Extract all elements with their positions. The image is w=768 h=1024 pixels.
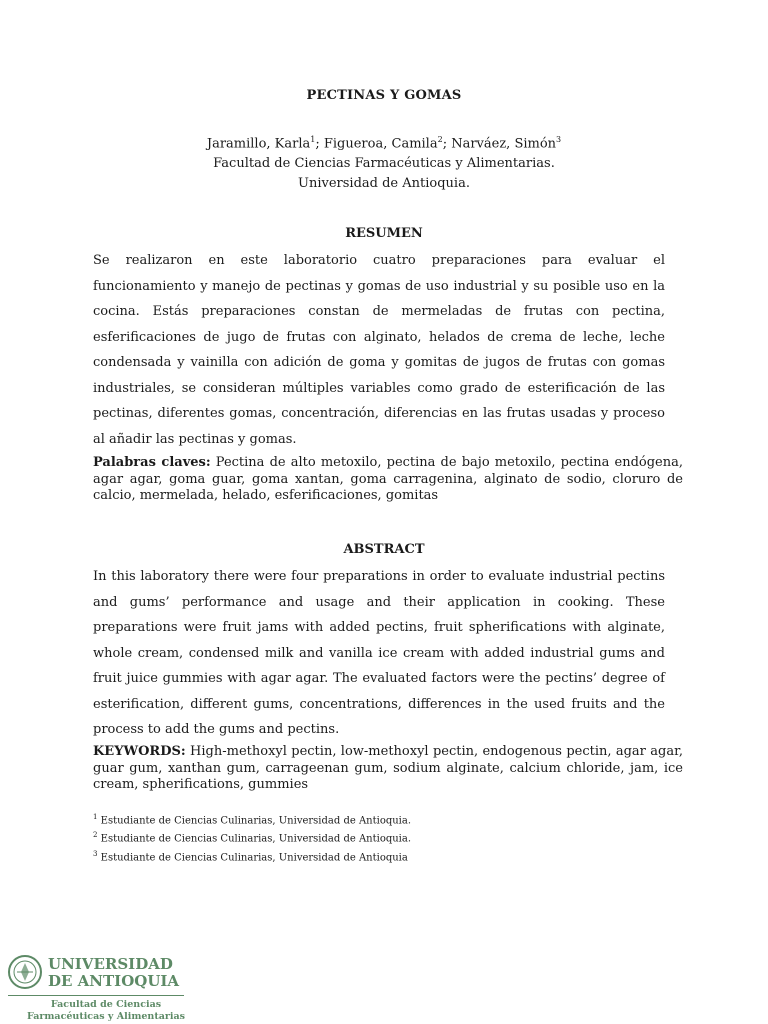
faculty-line: Facultad de Ciencias Farmacéuticas y Alimentarias. bbox=[213, 156, 555, 172]
footnote-2-text: Estudiante de Ciencias Culinarias, Universidad de Antioquia. bbox=[97, 833, 412, 845]
palabras-claves-text: Pectina de alto metoxilo, pectina de bajo metoxilo, pectina endógena, agar agar, goma guar, goma xantan, goma carragenina, alginato de sodio, cloruro de calcio, mermelada, helado, esferificaciones, gomitas bbox=[93, 455, 684, 503]
author-1: Jaramillo, Karla bbox=[206, 136, 311, 152]
logo-faculty-line-2: Farmacéuticas y Alimentarias bbox=[26, 1011, 185, 1022]
document-title: PECTINAS Y GOMAS bbox=[306, 88, 462, 103]
footnote-1-text: Estudiante de Ciencias Culinarias, Universidad de Antioquia. bbox=[97, 815, 412, 827]
keywords-text: High-methoxyl pectin, low-methoxyl pectin, endogenous pectin, agar agar, guar gum, xanthan gum, carrageenan gum, sodium alginate, calcium chloride, jam, ice cream, spherifications, gummies bbox=[93, 744, 683, 792]
author-line bbox=[0, 130, 768, 154]
resumen-heading: RESUMEN bbox=[345, 226, 423, 241]
university-seal-icon bbox=[6, 952, 44, 992]
author-1-superscript: 1 bbox=[310, 135, 316, 144]
footnote-1-number: 1 bbox=[93, 813, 98, 821]
author-block bbox=[0, 130, 768, 194]
logo-divider bbox=[8, 995, 184, 996]
abstract-paragraph: In this laboratory there were four preparations in order to evaluate industrial pectins and gums’ performance and usage and their application in cooking. These preparations were fruit jams with added pectins, fruit spherifications with alginate, whole cream, condensed milk and vanilla ice cream with added industrial gums and fruit juice gummies with agar agar. The evaluated factors were the pectins’ degree of esterification, different gums, concentrations, differences in the used fruits and the process to add the gums and pectins. bbox=[93, 569, 665, 737]
author-3: ; Narváez, Simón bbox=[442, 136, 557, 152]
author-2-superscript: 2 bbox=[437, 135, 443, 144]
logo-university-name bbox=[48, 956, 179, 990]
keywords-label: KEYWORDS: bbox=[93, 744, 186, 759]
logo-faculty-line-1: Facultad de Ciencias bbox=[50, 999, 162, 1010]
footnote-3-number: 3 bbox=[93, 849, 98, 858]
university-logo bbox=[6, 952, 206, 1024]
footnote-3-text: Estudiante de Ciencias Culinarias, Universidad de Antioquia bbox=[97, 851, 408, 863]
resumen-paragraph: Se realizaron en este laboratorio cuatro preparaciones para evaluar el funcionamiento y manejo de pectinas y gomas de uso industrial y su posible uso en la cocina. Estás preparaciones constan de mermeladas de frutas con pectina, esferificaciones de jugo de frutas con alginato, helados de crema de leche, leche condensada y vainilla con adición de goma y gomitas de jugos de frutas con gomas industriales, se consideran múltiples variables como grado de esterificación de las pectinas, diferentes gomas, concentración, diferencias en las frutas usadas y proceso al añadir las pectinas y gomas. bbox=[93, 253, 665, 447]
palabras-claves-label: Palabras claves: bbox=[93, 455, 211, 470]
author-3-superscript: 3 bbox=[556, 135, 562, 144]
university-line: Universidad de Antioquia. bbox=[298, 176, 470, 192]
logo-line-1: UNIVERSIDAD bbox=[48, 955, 173, 973]
footnote-2-number: 2 bbox=[93, 831, 98, 840]
palabras-claves-block bbox=[93, 455, 683, 505]
logo-faculty-name bbox=[26, 999, 186, 1023]
logo-line-2: DE ANTIOQUIA bbox=[48, 972, 180, 990]
abstract-heading: ABSTRACT bbox=[343, 542, 425, 557]
footnote-1 bbox=[93, 810, 513, 828]
keywords-block bbox=[93, 744, 683, 794]
footnote-3 bbox=[93, 847, 513, 865]
footnote-2 bbox=[93, 828, 513, 846]
author-2: ; Figueroa, Camila bbox=[315, 136, 438, 152]
footnotes bbox=[93, 810, 513, 865]
